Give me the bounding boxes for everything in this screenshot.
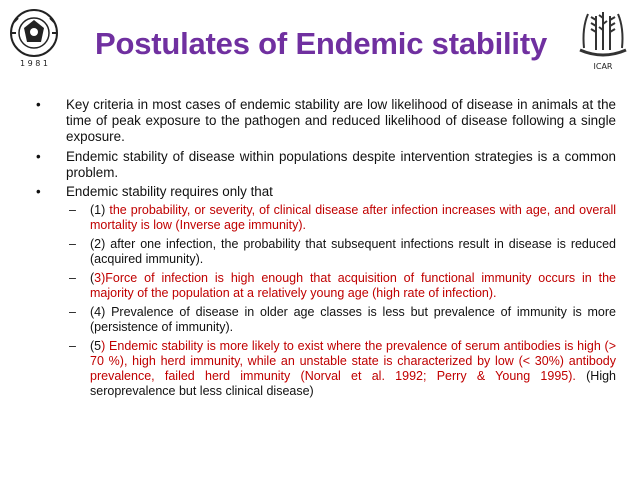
bullet-dot-icon: • <box>36 148 41 164</box>
sub-bullet-highlight: 3)Force of infection is high enough that acquisition of functional immunity occurs in the majority of the population at a relatively young age (high rate of infection). <box>90 271 616 301</box>
sub-bullet-dash: – <box>69 237 76 252</box>
bullet-list <box>0 97 638 403</box>
left-logo-year: 1 9 8 1 <box>20 59 48 68</box>
sub-bullet-dash: – <box>69 339 76 354</box>
sub-bullet-dash: – <box>69 271 76 286</box>
sub-bullet-highlight: the probability, or severity, of clinical disease after infection increases with age, and overall mortality is low (Inverse age immunity). <box>90 203 616 233</box>
sub-bullet-item <box>0 339 638 399</box>
bullet-text: Endemic stability of disease within populations despite intervention strategies is a common problem. <box>66 148 616 180</box>
sub-bullet-lead: (2) after one infection, the probability that subsequent infections result in disease is reduced (acquired immunity). <box>90 237 616 267</box>
sub-bullet-lead: ( <box>90 271 95 286</box>
institute-emblem-icon <box>6 8 62 70</box>
sub-bullet-lead: (1) <box>90 203 110 218</box>
slide-title: Postulates of Endemic stability <box>94 26 548 61</box>
bullet-item <box>0 97 638 146</box>
bullet-item <box>0 184 638 200</box>
bullet-text: Endemic stability requires only that <box>66 184 273 200</box>
sub-bullet-highlight: ) Endemic stability is more likely to exist where the prevalence of serum antibodies is high (> 70 %), high herd immunity, while an unstable state is characterized by low (< 30%) antibody prevalence, failed herd immunity (Norval et al. 1992; Perry & Young 1995). <box>90 339 616 384</box>
sub-bullet-item <box>0 237 638 267</box>
sub-bullet-tail: (High seroprevalence but less clinical disease) <box>90 369 617 399</box>
sub-bullet-lead: (4) Prevalence of disease in older age classes is less but prevalence of immunity is more (persistence of immunity). <box>90 305 616 335</box>
sub-bullet-item <box>0 271 638 301</box>
bullet-dot-icon: • <box>36 184 41 200</box>
bullet-item <box>0 149 638 181</box>
sub-bullet-dash: – <box>69 305 76 320</box>
bullet-dot-icon: • <box>36 97 41 112</box>
sub-bullet-dash: – <box>69 203 76 218</box>
sub-bullet-item <box>0 305 638 335</box>
icar-wheat-emblem-icon <box>574 8 632 72</box>
sub-bullet-item <box>0 203 638 233</box>
right-logo-text: ICAR <box>593 62 613 71</box>
bullet-text: Key criteria in most cases of endemic stability are low likelihood of disease in animals at the time of peak exposure to the pathogen and reduced likelihood of disease following a single exposure. <box>66 97 616 145</box>
sub-bullet-lead: (5 <box>90 339 102 354</box>
